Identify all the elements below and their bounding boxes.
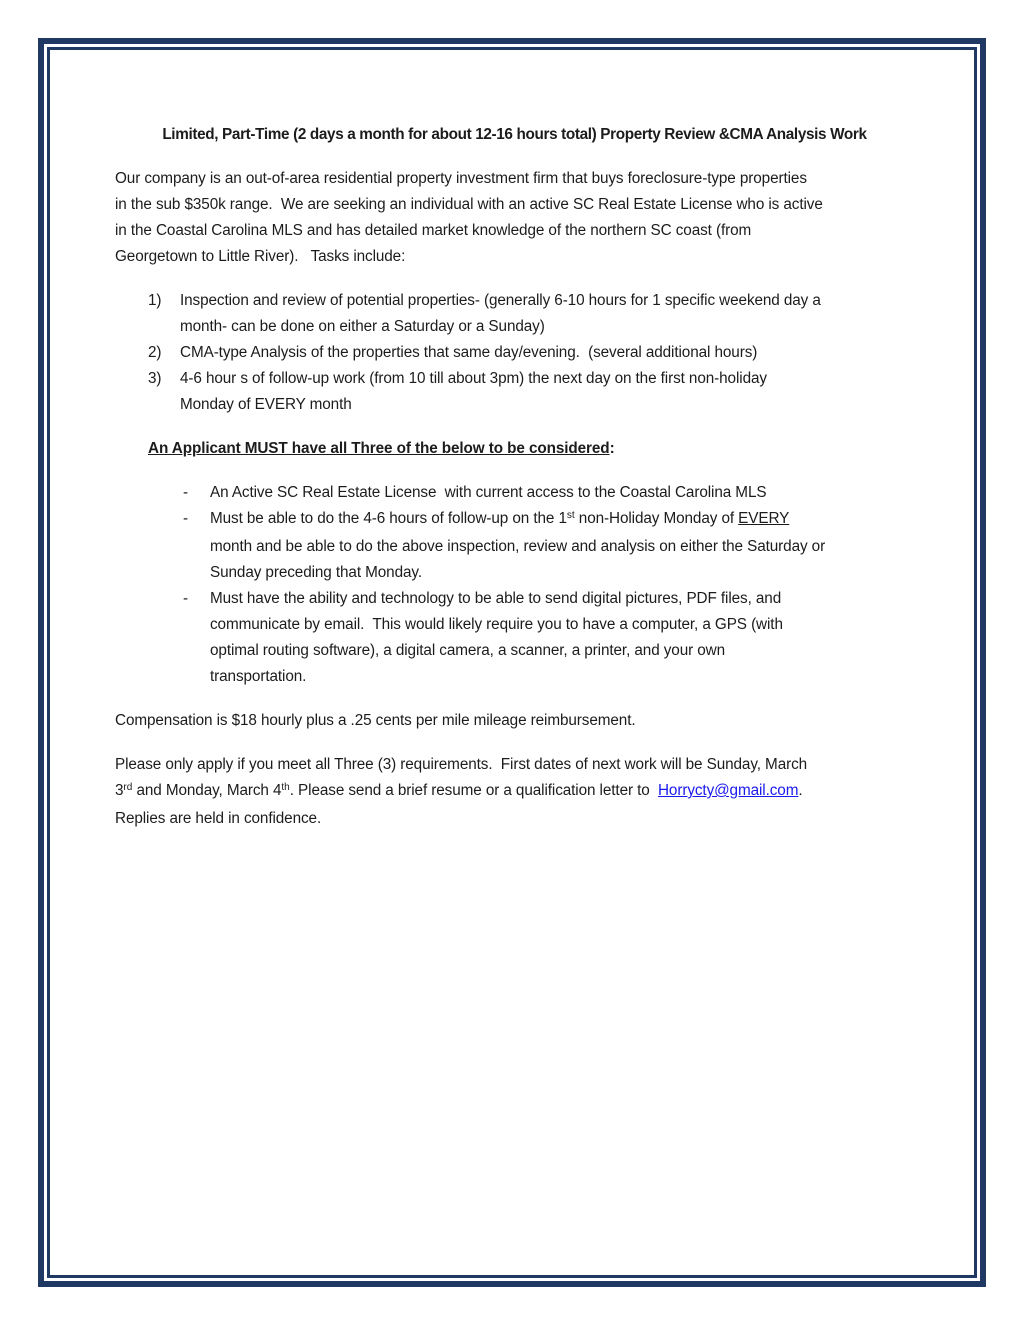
compensation-paragraph	[115, 708, 914, 734]
text-line	[180, 288, 914, 314]
document-title	[115, 122, 914, 148]
text-line	[115, 244, 914, 270]
text-line	[115, 166, 914, 192]
text-segment: 4-6 hour s of follow-up work (from 10 till about 3pm) the next day on the first non-holiday	[180, 370, 767, 387]
text-segment: optimal routing software), a digital camera, a scanner, a printer, and your own	[210, 642, 726, 659]
text-segment: Limited, Part-Time (2 days a month for about 12-16 hours total) Property Review &CMA Analysis Work	[162, 126, 867, 143]
email-link[interactable]: Horrycty@gmail.com	[657, 782, 799, 799]
superscript-text: th	[281, 781, 290, 793]
text-segment: in the sub $350k range. We are seeking an individual with an active SC Real Estate License who is active	[115, 196, 823, 213]
text-segment: An Active SC Real Estate License with current access to the Coastal Carolina MLS	[210, 484, 767, 501]
text-line	[210, 664, 914, 690]
text-segment: EVERY	[738, 510, 790, 527]
list-marker: 1)	[148, 292, 162, 309]
text-segment: 3	[115, 782, 124, 799]
text-segment: CMA-type Analysis of the properties that same day/evening. (several additional hours)	[180, 344, 758, 361]
superscript-text: st	[566, 509, 575, 521]
text-segment: transportation.	[210, 668, 307, 685]
text-line	[115, 806, 914, 832]
closing-paragraph	[115, 752, 914, 832]
document-content	[50, 50, 974, 1275]
text-line	[115, 192, 914, 218]
list-marker: 2)	[148, 344, 162, 361]
text-segment: Must have the ability and technology to be able to send digital pictures, PDF files, and	[210, 590, 782, 607]
requirements-heading	[148, 436, 914, 462]
text-segment: Compensation is $18 hourly plus a .25 cents per mile mileage reimbursement.	[115, 712, 636, 729]
text-segment: Must be able to do the 4-6 hours of follow-up on the 1	[210, 510, 567, 527]
text-segment: Replies are held in confidence.	[115, 810, 322, 827]
text-segment: . Please send a brief resume or a qualification letter to	[289, 782, 658, 799]
requirement-item	[115, 480, 914, 506]
text-segment: Georgetown to Little River). Tasks include:	[115, 248, 406, 265]
text-line	[180, 314, 914, 340]
requirements-list	[115, 480, 914, 690]
list-marker: -	[183, 510, 188, 527]
text-segment: Inspection and review of potential properties- (generally 6-10 hours for 1 specific weekend day a	[180, 292, 821, 309]
text-line	[180, 392, 914, 418]
text-line	[210, 560, 914, 586]
page-border-inner	[47, 47, 977, 1278]
text-line	[210, 638, 914, 664]
text-line	[210, 480, 914, 506]
text-segment: and Monday, March 4	[132, 782, 282, 799]
text-segment: communicate by email. This would likely require you to have a computer, a GPS (with	[210, 616, 783, 633]
text-line	[210, 506, 914, 534]
task-item	[115, 366, 914, 418]
text-line	[210, 586, 914, 612]
requirement-item	[115, 506, 914, 586]
task-item	[115, 288, 914, 340]
list-marker: -	[183, 484, 188, 501]
requirement-item	[115, 586, 914, 690]
list-marker: 3)	[148, 370, 162, 387]
intro-paragraph	[115, 166, 914, 270]
text-segment: .	[798, 782, 803, 799]
text-line	[180, 340, 914, 366]
list-marker: -	[183, 590, 188, 607]
text-line	[180, 366, 914, 392]
text-line	[115, 218, 914, 244]
text-segment: Please only apply if you meet all Three (3) requirements. First dates of next work will be Sunday, March	[115, 756, 808, 773]
task-list	[115, 288, 914, 418]
text-segment: month and be able to do the above inspection, review and analysis on either the Saturday or	[210, 538, 826, 555]
page-border-outer	[38, 38, 986, 1287]
text-line	[115, 752, 914, 778]
text-line	[115, 122, 914, 148]
superscript-text: rd	[123, 781, 133, 793]
text-segment: Monday of EVERY month	[180, 396, 352, 413]
text-segment: An Applicant MUST have all Three of the below to be considered	[148, 440, 610, 457]
text-line	[115, 778, 914, 806]
text-segment: in the Coastal Carolina MLS and has detailed market knowledge of the northern SC coast (from	[115, 222, 752, 239]
text-segment: Our company is an out-of-area residential property investment firm that buys foreclosure-type properties	[115, 170, 807, 187]
text-line	[210, 612, 914, 638]
text-segment: :	[609, 440, 615, 457]
text-segment: non-Holiday Monday of	[574, 510, 739, 527]
text-line	[148, 436, 914, 462]
text-segment: month- can be done on either a Saturday or a Sunday)	[180, 318, 545, 335]
text-segment: Sunday preceding that Monday.	[210, 564, 422, 581]
task-item	[115, 340, 914, 366]
text-line	[115, 708, 914, 734]
text-line	[210, 534, 914, 560]
